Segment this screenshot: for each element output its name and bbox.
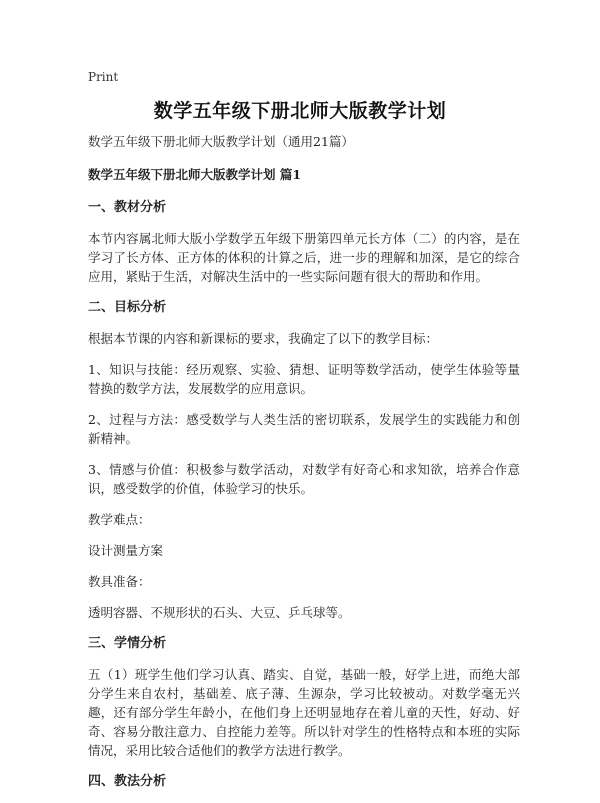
paragraph: 教具准备： <box>88 574 151 589</box>
paragraph: 教学难点： <box>88 512 151 527</box>
section-heading-students: 三、学情分析 <box>88 636 167 651</box>
paragraph: 透明容器、不规形状的石头、大豆、乒乓球等。 <box>88 605 351 620</box>
paragraph: 2、过程与方法：感受数学与人类生活的密切联系，发展学生的实践能力和创新精神。 <box>88 412 520 446</box>
paragraph: 根据本节课的内容和新课标的要求，我确定了以下的教学目标： <box>88 331 439 346</box>
section-heading-materials: 一、教材分析 <box>88 200 167 215</box>
document-body <box>88 132 520 803</box>
paragraph: 1、知识与技能：经历观察、实验、猜想、证明等数学活动，使学生体验等量替换的数学方法，发展数学的应用意识。 <box>88 362 520 396</box>
document-subtitle: 数学五年级下册北师大版教学计划（通用21篇） <box>88 134 354 149</box>
section-heading-methods: 四、教法分析 <box>88 774 167 789</box>
paragraph: 3、情感与价值：积极参与数学活动，对数学有好奇心和求知欲，培养合作意识，感受数学的价值，体验学习的快乐。 <box>88 462 520 496</box>
paragraph: 设计测量方案 <box>88 543 164 558</box>
section-heading-goals: 二、目标分析 <box>88 300 167 315</box>
paragraph: 本节内容属北师大版小学数学五年级下册第四单元长方体（二）的内容，是在学习了长方体、正方体的体积的计算之后，进一步的理解和加深，是它的综合应用，紧贴于生活，对解决生活中的一些实际问题有很大的帮助和作用。 <box>88 231 520 284</box>
print-label[interactable]: Print <box>88 70 119 84</box>
paragraph: 五（1）班学生他们学习认真、踏实、自觉，基础一般，好学上进，而绝大部分学生来自农村，基础差、底子薄、生源杂，学习比较被动。对数学毫无兴趣，还有部分学生年龄小，在他们身上还明显地存在着儿童的天性，好动、好奇、容易分散注意力、自控能力差等。所以针对学生的性格特点和本班的实际情况，采用比较合适他们的教学方法进行教学。 <box>88 667 520 758</box>
document-title: 数学五年级下册北师大版教学计划 <box>153 100 447 122</box>
article-heading: 数学五年级下册北师大版教学计划 篇1 <box>88 167 302 182</box>
